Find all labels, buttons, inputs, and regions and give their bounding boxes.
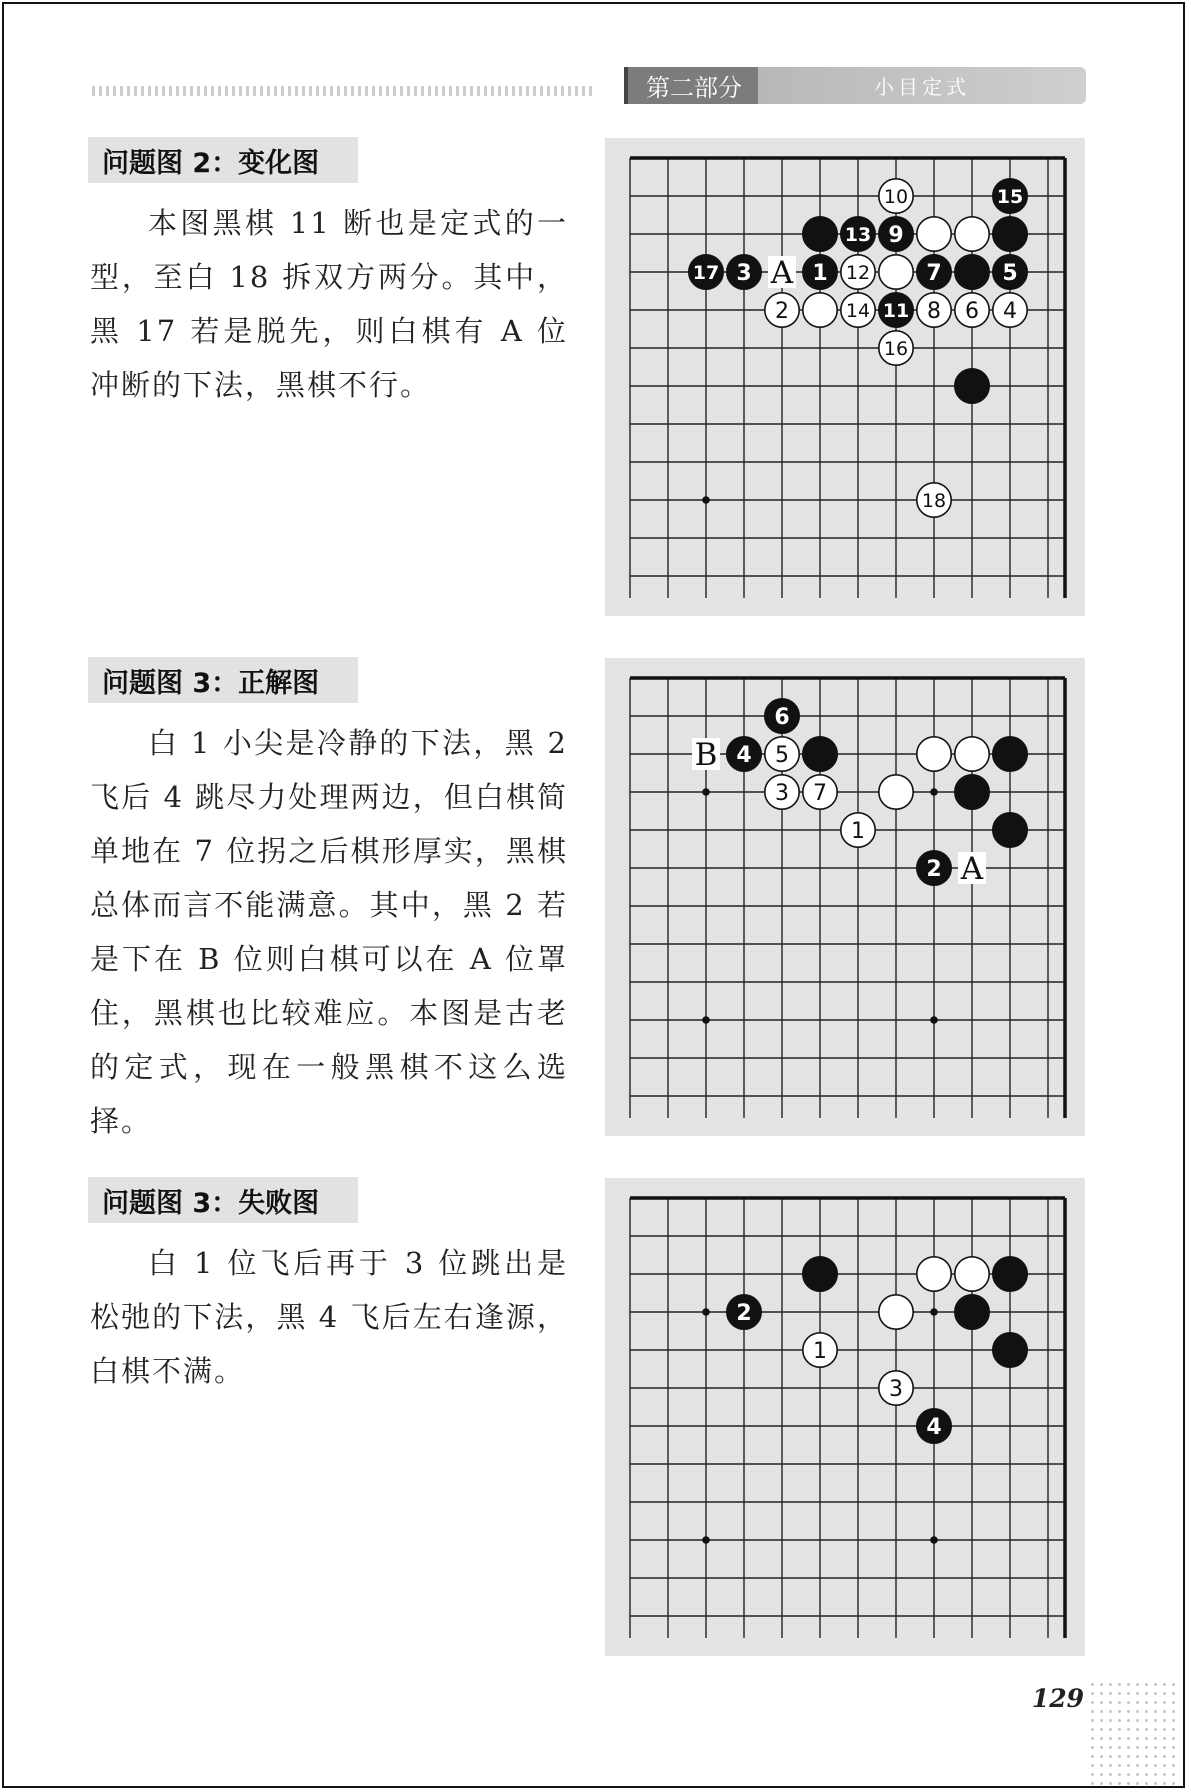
go-board [605, 138, 1085, 616]
move-number: 6 [965, 298, 979, 324]
move-number: 18 [921, 489, 947, 512]
move-number: 7 [813, 780, 827, 806]
move-number: 1 [812, 260, 828, 286]
move-number: 4 [736, 742, 752, 768]
move-number: 1 [851, 818, 865, 844]
black-stone [955, 1295, 989, 1329]
go-board [605, 658, 1085, 1136]
white-stone [879, 775, 913, 809]
black-stone [993, 217, 1027, 251]
move-number: 3 [775, 780, 789, 806]
black-stone [955, 369, 989, 403]
move-number: 3 [736, 260, 752, 286]
header-decoration [92, 86, 592, 96]
star-point [930, 1308, 938, 1316]
star-point [930, 1536, 938, 1544]
black-stone [993, 737, 1027, 771]
white-stone [917, 737, 951, 771]
go-board-diagram [605, 658, 1085, 1136]
page-number: 129 [1031, 1684, 1084, 1713]
white-stone [803, 293, 837, 327]
white-stone [879, 255, 913, 289]
go-board-diagram [605, 138, 1085, 616]
dot-pattern-decoration [1088, 1680, 1180, 1785]
white-stone [917, 217, 951, 251]
section-title: 问题图 3：正解图 [88, 657, 358, 703]
move-number: 2 [775, 298, 789, 324]
move-number: 9 [888, 222, 904, 248]
position-label: A [960, 851, 984, 887]
move-number: 5 [775, 742, 789, 768]
section-title: 问题图 3：失败图 [88, 1177, 358, 1223]
star-point [702, 496, 710, 504]
move-number: 3 [889, 1376, 903, 1402]
move-number: 12 [845, 261, 871, 284]
white-stone [955, 737, 989, 771]
header-chapter-label: 小目定式 [758, 67, 1086, 104]
move-number: 11 [882, 299, 910, 322]
black-stone [803, 737, 837, 771]
go-board-diagram [605, 1178, 1085, 1656]
move-number: 16 [883, 337, 909, 360]
move-number: 5 [1002, 260, 1018, 286]
white-stone [955, 217, 989, 251]
black-stone [993, 813, 1027, 847]
black-stone [955, 775, 989, 809]
white-stone [879, 1295, 913, 1329]
star-point [930, 1016, 938, 1024]
move-number: 10 [883, 185, 909, 208]
black-stone [803, 217, 837, 251]
section-body: 白 1 位飞后再于 3 位跳出是松弛的下法，黑 4 飞后左右逢源，白棋不满。 [90, 1246, 568, 1388]
black-stone [955, 255, 989, 289]
black-stone [803, 1257, 837, 1291]
move-number: 4 [926, 1414, 942, 1440]
position-label: A [770, 255, 794, 291]
move-number: 2 [926, 856, 942, 882]
move-number: 7 [926, 260, 942, 286]
star-point [702, 1016, 710, 1024]
black-stone [993, 1333, 1027, 1367]
move-number: 14 [845, 299, 871, 322]
move-number: 8 [927, 298, 941, 324]
section-title: 问题图 2：变化图 [88, 137, 358, 183]
position-label: B [694, 737, 718, 773]
star-point [702, 1308, 710, 1316]
move-number: 15 [996, 185, 1024, 208]
go-board [605, 1178, 1085, 1656]
white-stone [917, 1257, 951, 1291]
header-part-label: 第二部分 [624, 67, 760, 104]
section-body: 白 1 小尖是冷静的下法，黑 2 飞后 4 跳尽力处理两边，但白棋简单地在 7 位拐之后棋形厚实，黑棋总体而言不能满意。其中，黑 2 若是下在 B 位则白棋可以在 A 位罩住，黑棋也比较难应。本图是古老的定式，现在一般黑棋不这么选择。 [90, 726, 568, 1138]
move-number: 17 [692, 261, 720, 284]
move-number: 4 [1003, 298, 1017, 324]
star-point [702, 1536, 710, 1544]
move-number: 1 [813, 1338, 827, 1364]
move-number: 13 [844, 223, 872, 246]
move-number: 6 [774, 704, 790, 730]
section-body: 本图黑棋 11 断也是定式的一型，至白 18 拆双方两分。其中，黑 17 若是脱先，则白棋有 A 位冲断的下法，黑棋不行。 [90, 206, 568, 402]
star-point [930, 788, 938, 796]
white-stone [955, 1257, 989, 1291]
black-stone [993, 1257, 1027, 1291]
move-number: 2 [736, 1300, 752, 1326]
star-point [702, 788, 710, 796]
